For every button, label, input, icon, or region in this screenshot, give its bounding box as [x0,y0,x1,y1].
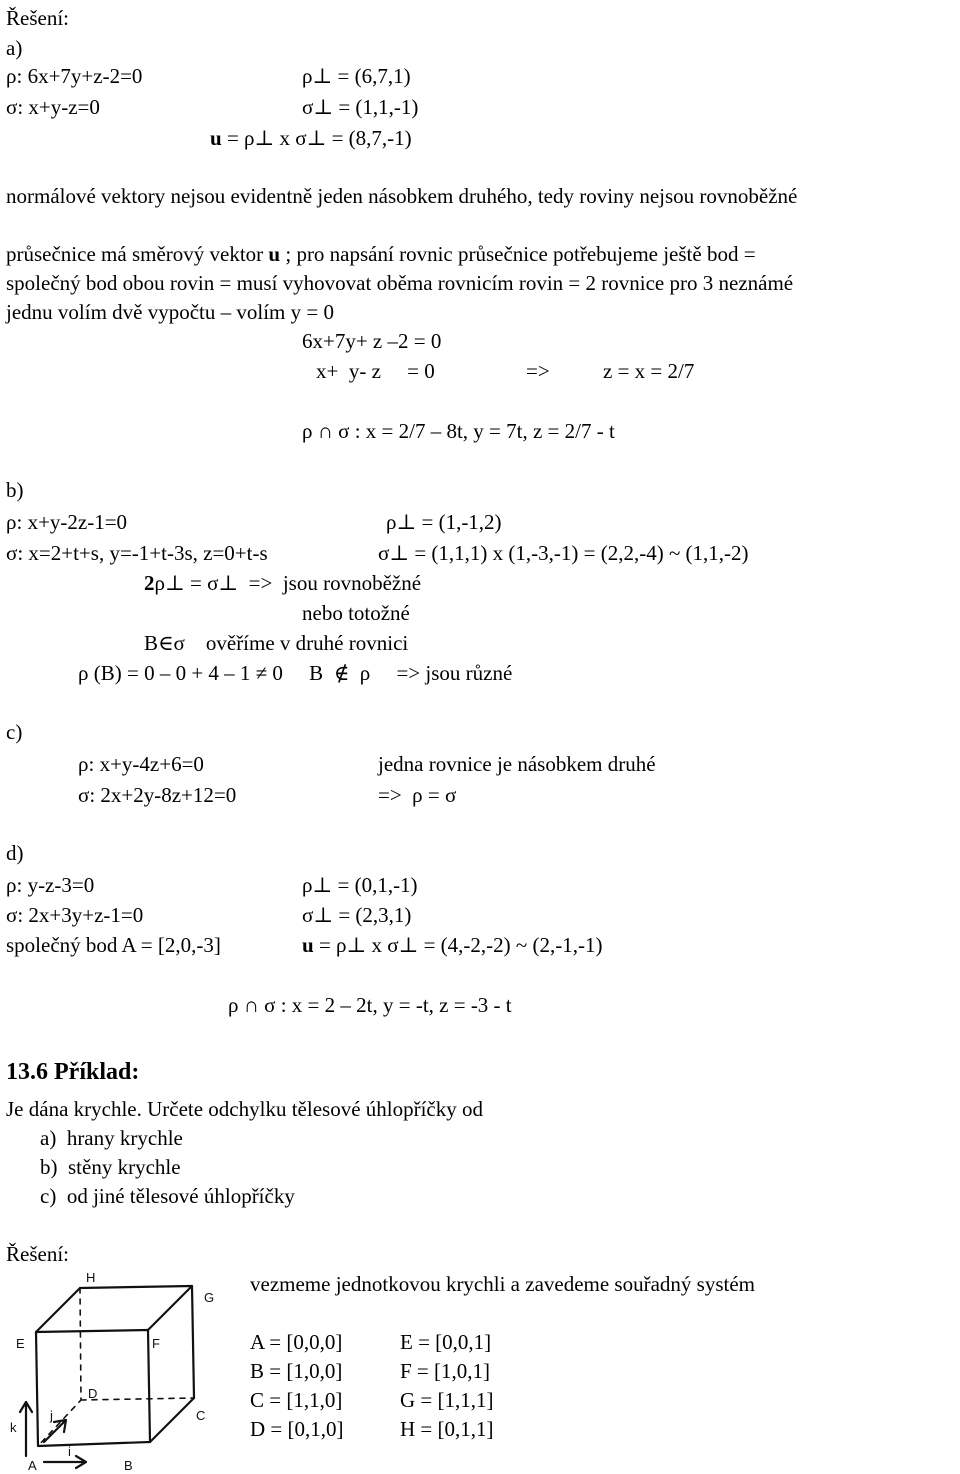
part-a-rho-equation: ρ: 6x+7y+z-2=0 [6,64,143,88]
coord-A: A = [0,0,0] [250,1330,343,1354]
vector-u-symbol: u [210,126,222,150]
label-D: D [88,1386,98,1401]
cube-edge-bc [150,1398,194,1442]
part-d-rho-equation: ρ: y-z-3=0 [6,873,95,897]
example-solution-heading: Řešení: [6,1242,69,1266]
part-b-relation-2: nebo totožné [302,601,410,625]
cube-edge-fg [148,1286,192,1330]
cube-edge-eh [36,1288,80,1332]
part-a-note-3: společný bod obou rovin = musí vyhovovat oběma rovnicím rovin = 2 rovnice pro 3 neznámé [6,271,794,295]
label-G: G [204,1290,215,1305]
part-a-note-2 [6,244,756,265]
part-b-sigma-equation: σ: x=2+t+s, y=-1+t-3s, z=0+t-s [6,541,268,565]
part-d-common-point: společný bod A = [2,0,-3] [6,933,221,957]
part-b-rho-normal: ρ⊥ = (1,-1,2) [386,510,502,534]
part-a-sigma-equation: σ: x+y-z=0 [6,95,100,119]
part-d-direction-vector [302,935,602,956]
label-k: k [10,1420,17,1435]
part-d-intersection: ρ ∩ σ : x = 2 – 2t, y = -t, z = -3 - t [228,993,512,1017]
coefficient: 2 [144,571,155,595]
part-c-label: c) [6,720,23,744]
part-c-sigma-equation: σ: 2x+2y-8z+12=0 [78,783,237,807]
example-task: Je dána krychle. Určete odchylku tělesové úhlopříčky od [6,1097,484,1121]
part-d-sigma-equation: σ: 2x+3y+z-1=0 [6,903,144,927]
part-b-relation [144,573,421,594]
part-a-system-line-2: x+ y- z = 0 [316,359,435,383]
label-B: B [124,1458,133,1470]
part-a-rho-normal: ρ⊥ = (6,7,1) [302,64,411,88]
cube-back-face [80,1286,194,1398]
coord-H: H = [0,1,1] [400,1417,494,1441]
part-c-note: jedna rovnice je násobkem druhé [378,752,656,776]
label-F: F [152,1336,160,1351]
example-title: 13.6 Příklad: [6,1059,140,1085]
part-a-system-line-1: 6x+7y+ z –2 = 0 [302,329,442,353]
coord-B: B = [1,0,0] [250,1359,343,1383]
part-d-rho-normal: ρ⊥ = (0,1,-1) [302,873,418,897]
part-b-check: B∈σ ověříme v druhé rovnici [144,631,409,655]
part-c-rho-equation: ρ: x+y-4z+6=0 [78,752,204,776]
part-b-result: ρ (B) = 0 – 0 + 4 – 1 ≠ 0 B ∉ ρ => jsou různé [78,661,513,685]
example-item-a: a) hrany krychle [40,1126,183,1150]
example-item-b: b) stěny krychle [40,1155,181,1179]
part-a-note-4: jednu volím dvě vypočtu – volím y = 0 [6,300,334,324]
parallel-conclusion: ρ⊥ = σ⊥ => jsou rovnoběžné [154,571,422,595]
cross-product-result: = ρ⊥ x σ⊥ = (4,-2,-2) ~ (2,-1,-1) [313,933,603,957]
cube-drawing [0,1270,240,1470]
vector-u-symbol: u [302,933,314,957]
part-a-note-1: normálové vektory nejsou evidentně jeden násobkem druhého, tedy roviny nejsou rovnoběžné [6,184,798,208]
label-j: j [50,1408,53,1423]
label-i: i [68,1444,71,1459]
note-2-text-b: ; pro napsání rovnic průsečnice potřebujeme ještě bod = [280,242,756,266]
vector-u-symbol: u [268,242,281,266]
part-d-label: d) [6,841,24,865]
cross-product-result: = ρ⊥ x σ⊥ = (8,7,-1) [221,126,412,150]
example-intro: vezmeme jednotkovou krychli a zavedeme souřadný systém [250,1272,756,1296]
cube-sketch [0,1270,240,1470]
part-a-system-result: z = x = 2/7 [603,359,695,383]
part-a-sigma-normal: σ⊥ = (1,1,-1) [302,95,419,119]
coord-C: C = [1,1,0] [250,1388,343,1412]
axis-k-arrow [20,1402,32,1456]
part-b-label: b) [6,478,24,502]
label-H: H [86,1270,96,1285]
label-E: E [16,1336,25,1351]
part-d-sigma-normal: σ⊥ = (2,3,1) [302,903,412,927]
note-2-text-a: průsečnice má směrový vektor [6,242,269,266]
example-item-c: c) od jiné tělesové úhlopříčky [40,1184,295,1208]
part-a-label: a) [6,36,23,60]
coord-F: F = [1,0,1] [400,1359,491,1383]
part-a-direction-vector [210,128,412,149]
implies-arrow: => [526,359,550,383]
part-c-result: => ρ = σ [378,783,457,807]
axis-i-arrow [44,1456,86,1468]
part-b-sigma-normal: σ⊥ = (1,1,1) x (1,-3,-1) = (2,2,-4) ~ (1,1,-2) [378,541,749,565]
axis-j-arrow [44,1420,66,1442]
coord-E: E = [0,0,1] [400,1330,492,1354]
label-C: C [196,1408,206,1423]
part-a-intersection: ρ ∩ σ : x = 2/7 – 8t, y = 7t, z = 2/7 - t [302,419,615,443]
coord-D: D = [0,1,0] [250,1417,344,1441]
solution-heading: Řešení: [6,6,69,30]
part-b-rho-equation: ρ: x+y-2z-1=0 [6,510,128,534]
label-A: A [28,1458,37,1470]
coord-G: G = [1,1,1] [400,1388,494,1412]
